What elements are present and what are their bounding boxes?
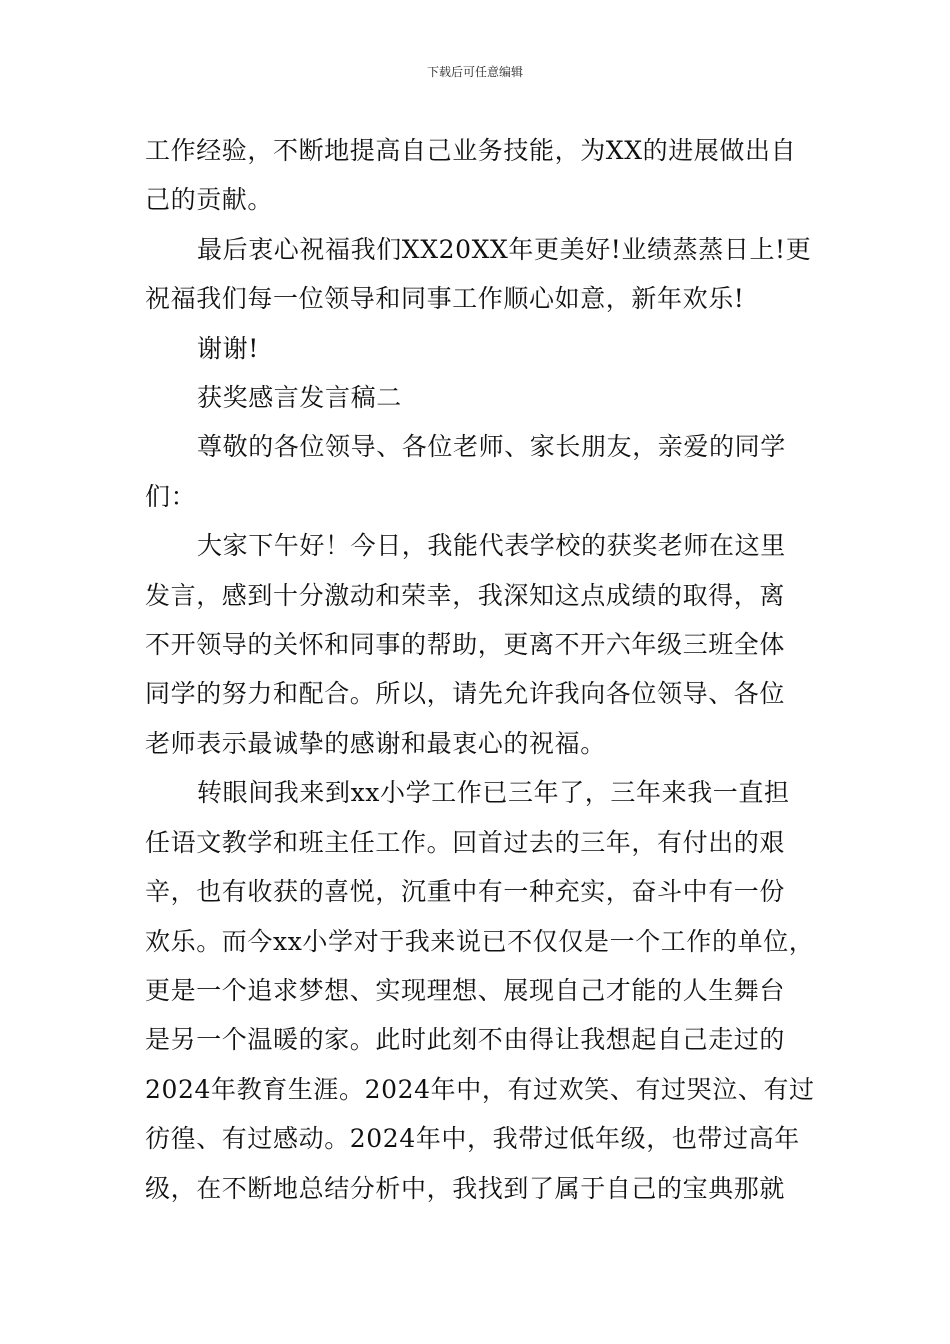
text-line: 己的贡献。 <box>145 185 274 215</box>
text-line: 任语文教学和班主任工作。回首过去的三年，有付出的艰 <box>145 827 786 857</box>
text-line: 发言，感到十分激动和荣幸，我深知这点成绩的取得，离 <box>145 580 786 610</box>
text-line: 大家下午好！今日，我能代表学校的获奖老师在这里 <box>197 531 786 561</box>
document-body <box>145 126 825 1213</box>
text-line: 欢乐。而今xx小学对于我来说已不仅仅是一个工作的单位， <box>145 926 815 956</box>
page-header-note: 下载后可任意编辑 <box>426 65 523 79</box>
text-line: 辛，也有收获的喜悦，沉重中有一种充实，奋斗中有一份 <box>145 877 786 907</box>
text-line: 尊敬的各位领导、各位老师、家长朋友，亲爱的同学 <box>197 432 786 462</box>
text-line: 2024年教育生涯。2024年中，有过欢笑、有过哭泣、有过 <box>145 1074 815 1104</box>
text-line: 谢谢! <box>197 333 259 363</box>
text-line: 祝福我们每一位领导和同事工作顺心如意，新年欢乐! <box>145 284 745 314</box>
text-line: 们： <box>145 481 197 511</box>
text-line: 转眼间我来到xx小学工作已三年了，三年来我一直担 <box>197 778 790 808</box>
text-line: 最后衷心祝福我们XX20XX年更美好!业绩蒸蒸日上!更 <box>197 234 812 264</box>
text-line: 不开领导的关怀和同事的帮助，更离不开六年级三班全体 <box>145 630 786 660</box>
text-line: 彷徨、有过感动。2024年中，我带过低年级，也带过高年 <box>145 1124 800 1154</box>
text-line: 更是一个追求梦想、实现理想、展现自己才能的人生舞台 <box>145 975 786 1005</box>
text-line: 同学的努力和配合。所以，请先允许我向各位领导、各位 <box>145 679 786 709</box>
text-line: 是另一个温暖的家。此时此刻不由得让我想起自己走过的 <box>145 1025 786 1055</box>
text-line: 老师表示最诚挚的感谢和最衷心的祝福。 <box>145 728 606 758</box>
text-line: 工作经验，不断地提高自己业务技能，为XX的进展做出自 <box>145 136 797 165</box>
text-line: 级，在不断地总结分析中，我找到了属于自己的宝典那就 <box>145 1173 786 1203</box>
section-heading: 获奖感言发言稿二 <box>197 383 402 413</box>
